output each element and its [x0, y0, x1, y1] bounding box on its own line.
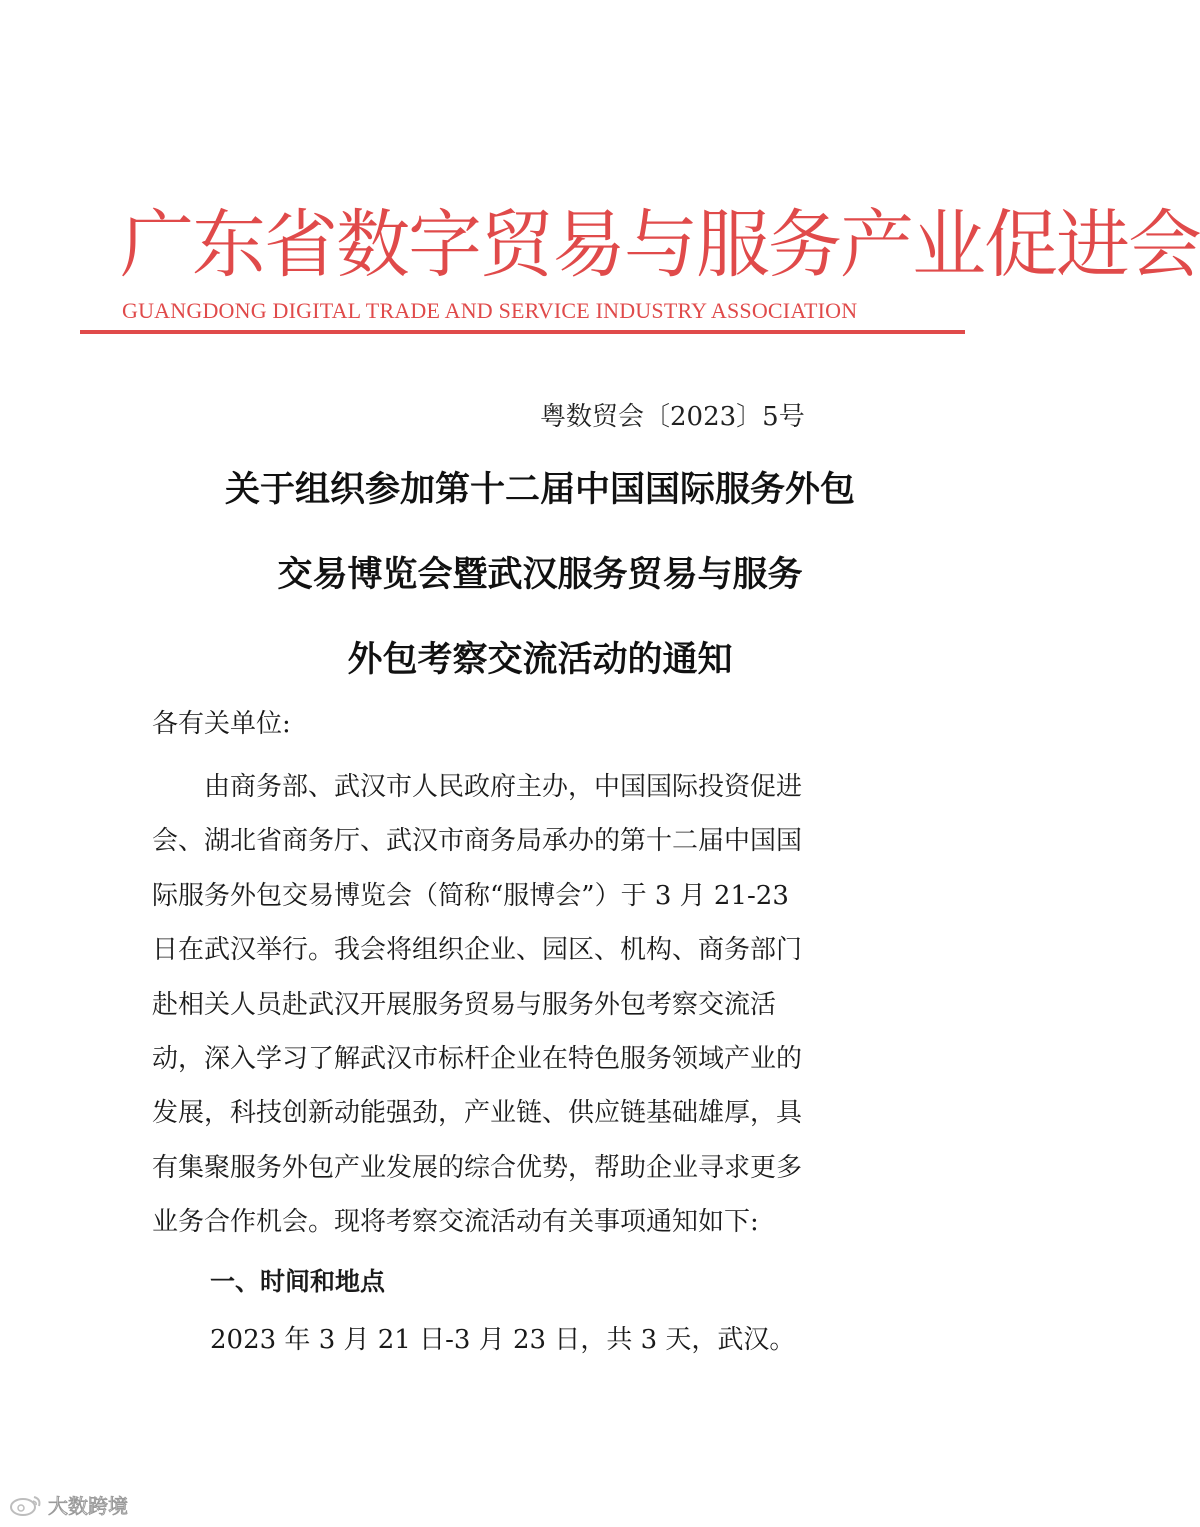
header-divider	[80, 330, 965, 334]
body-line: 际服务外包交易博览会（简称“服博会”）于 3 月 21-23	[152, 880, 789, 911]
document-number: 粤数贸会〔2023〕5号	[540, 402, 805, 432]
watermark	[8, 1490, 128, 1519]
org-name-cn: 广东省数字贸易与服务产业促进会	[120, 202, 1200, 288]
body-line: 业务合作机会。现将考察交流活动有关事项通知如下:	[152, 1207, 759, 1238]
body-line: 赴相关人员赴武汉开展服务贸易与服务外包考察交流活	[152, 989, 777, 1020]
weibo-logo-icon	[8, 1494, 44, 1516]
body-line: 由商务部、武汉市人民政府主办，中国国际投资促进	[152, 772, 803, 802]
body-line: 日在武汉举行。我会将组织企业、园区、机构、商务部门	[152, 935, 803, 966]
document-title-line-1: 关于组织参加第十二届中国国际服务外包	[224, 470, 855, 510]
section-heading-time-place: 一、时间和地点	[210, 1267, 386, 1296]
body-paragraph	[152, 760, 892, 1250]
body-line: 动，深入学习了解武汉市标杆企业在特色服务领域产业的	[152, 1043, 803, 1074]
salutation: 各有关单位:	[152, 709, 291, 739]
body-line: 发展，科技创新动能强劲，产业链、供应链基础雄厚，具	[152, 1098, 803, 1129]
document-title-line-2: 交易博览会暨武汉服务贸易与服务	[277, 555, 803, 595]
document-title-line-3: 外包考察交流活动的通知	[347, 640, 733, 680]
section-content-time-place: 2023 年 3 月 21 日-3 月 23 日，共 3 天，武汉。	[210, 1325, 796, 1355]
watermark-text: 大数跨境	[48, 1494, 128, 1518]
body-line: 有集聚服务外包产业发展的综合优势，帮助企业寻求更多	[152, 1152, 803, 1183]
org-name-en: GUANGDONG DIGITAL TRADE AND SERVICE INDUSTRY ASSOCIATION	[122, 298, 858, 323]
body-line: 会、湖北省商务厅、武汉市商务局承办的第十二届中国国	[152, 826, 803, 857]
